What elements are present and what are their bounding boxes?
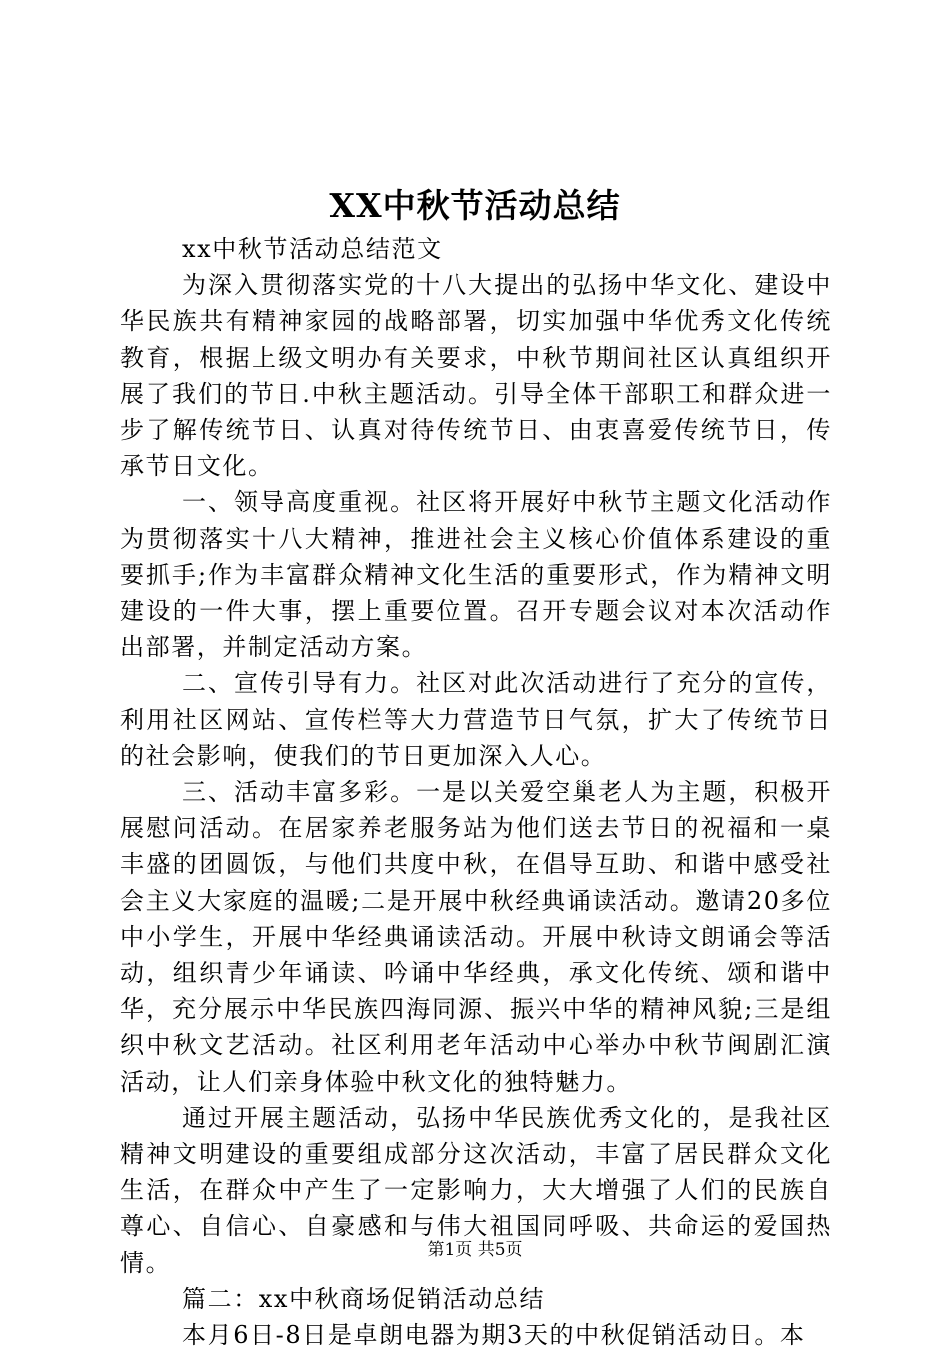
subtitle-paragraph: xx中秋节活动总结范文	[182, 235, 443, 263]
conclusion-paragraph: 通过开展主题活动，弘扬中华民族优秀文化的，是我社区精神文明建设的重要组成部分这次活动，丰富了居民群众文化生活，在群众中产生了一定影响力，大大增强了人们的民族自尊心、自信心、自豪感和与伟大祖国同呼吸、共命运的爱国热情。	[120, 1103, 832, 1277]
section-one-paragraph: 一、领导高度重视。社区将开展好中秋节主题文化活动作为贯彻落实十八大精神，推进社会主义核心价值体系建设的重要抓手;作为丰富群众精神文化生活的重要形式，作为精神文明建设的一件大事，摆上重要位置。召开专题会议对本次活动作出部署，并制定活动方案。	[120, 488, 832, 662]
part-two-heading: 篇二：xx中秋商场促销活动总结	[182, 1284, 546, 1313]
document-body	[120, 231, 832, 1353]
part-two-first-paragraph: 本月6日-8日是卓朗电器为期3天的中秋促销活动日。本	[182, 1321, 806, 1350]
section-two-paragraph: 二、宣传引导有力。社区对此次活动进行了充分的宣传，利用社区网站、宣传栏等大力营造节日气氛，扩大了传统节日的社会影响，使我们的节日更加深入人心。	[120, 669, 832, 770]
section-three-paragraph: 三、活动丰富多彩。一是以关爱空巢老人为主题，积极开展慰问活动。在居家养老服务站为他们送去节日的祝福和一桌丰盛的团圆饭，与他们共度中秋，在倡导互助、和谐中感受社会主义大家庭的温暖;二是开展中秋经典诵读活动。邀请20多位中小学生，开展中华经典诵读活动。开展中秋诗文朗诵会等活动，组织青少年诵读、吟诵中华经典，承文化传统、颂和谐中华，充分展示中华民族四海同源、振兴中华的精神风貌;三是组织中秋文艺活动。社区利用老年活动中心举办中秋节闽剧汇演活动，让人们亲身体验中秋文化的独特魅力。	[120, 778, 832, 1096]
intro-paragraph: 为深入贯彻落实党的十八大提出的弘扬中华文化、建设中华民族共有精神家园的战略部署，切实加强中华优秀文化传统教育，根据上级文明办有关要求，中秋节期间社区认真组织开展了我们的节日.中秋主题活动。引导全体干部职工和群众进一步了解传统节日、认真对待传统节日、由衷喜爱传统节日，传承节日文化。	[120, 271, 832, 481]
page-footer: 第1页 共5页	[427, 1240, 523, 1260]
document-title: XX中秋节活动总结	[329, 186, 621, 225]
